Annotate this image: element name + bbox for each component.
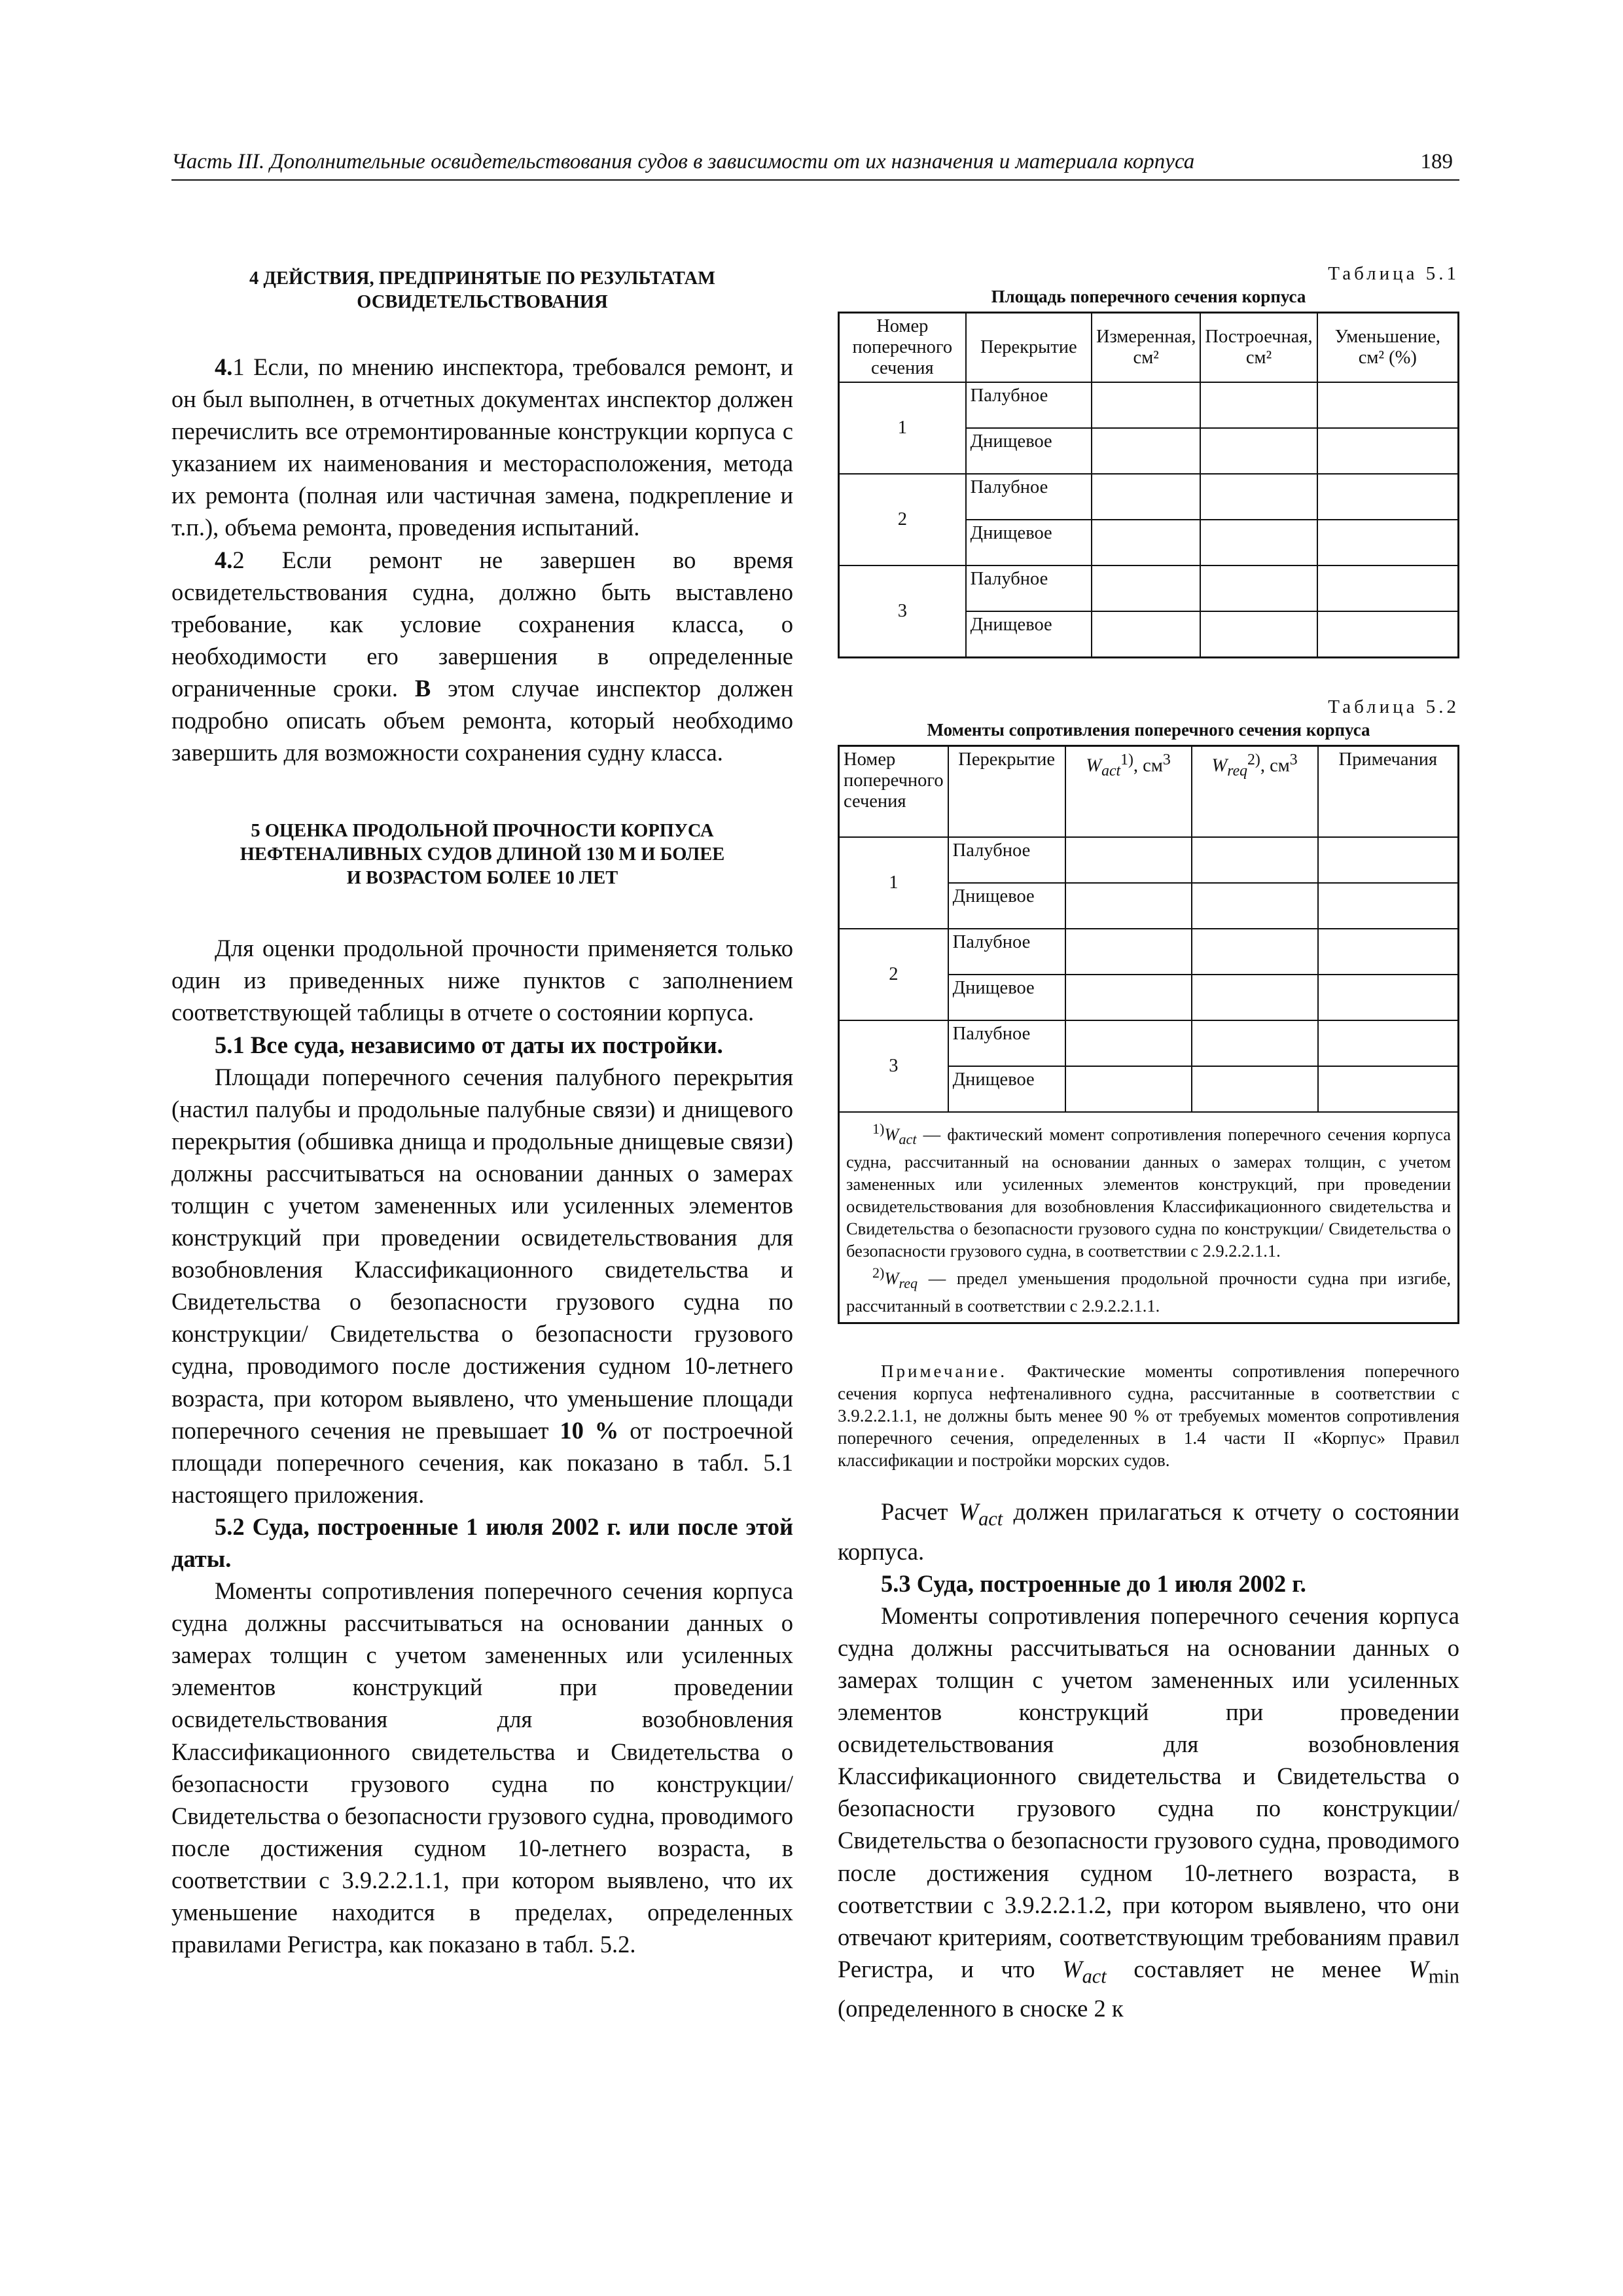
page-header	[171, 145, 1459, 181]
wreq-header: $W_{req}^{2)}$, $см^3$	[1192, 745, 1318, 837]
footnote-1: $^{1)}W_{act}$ — фактический момент сопротивления поперечного сечения корпуса судна, рассчитанный на основании данных о замерах толщин, с учетом замененных или усиленных элементов конструкций, при проведении освидетельствования для возобновления Классификационного свидетельства и Свидетельства о безопасности грузового судна по конструкции/ Свидетельства о безопасности грузового судна, в соответствии с 2.9.2.2.1.1.	[846, 1121, 1452, 1261]
section5-intro: Для оценки продольной прочности применяется только один из приведенных ниже пунктов с заполнением соответствующей таблицы в отчете о состоянии корпуса.	[171, 935, 793, 1026]
table-header-row: Номер поперечного сечения Перекрытие $W_{act}^{1)}$, $см^3$ $W_{req}^{2)}$, $см^3$ Примечания	[839, 745, 1459, 837]
table-footnotes-row	[839, 1112, 1459, 1323]
paragraph-5-1: Площади поперечного сечения палубного перекрытия (настил палубы и продольные палубные связи) и днищевого перекрытия (обшивка днища и продольные днищевые связи) должны рассчитываться на основании данных о замерах толщин с учетом замененных или усиленных элементов конструкций при проведении освидетельствования для возобновления Классификационного свидетельства и Свидетельства о безопасности грузового судна по конструкции/ Свидетельства о безопасности грузового судна, проводимого после достижения судном 10-летнего возраста, при котором выявлено, что уменьшение площади поперечного сечения не превышает 10 % от построечной площади поперечного сечения, как показано в табл. 5.1 настоящего приложения.	[171, 1063, 794, 1508]
table-row: Днищевое	[839, 975, 1459, 1020]
paragraph-5-1-title: 5.1 Все суда, независимо от даты их постройки.	[215, 1031, 723, 1058]
table-row: 3 Палубное	[839, 1020, 1459, 1066]
table-row: 3 Палубное	[839, 565, 1459, 611]
paragraph-4-2: 4.2 Если ремонт не завершен во время освидетельствования судна, должно быть выставлено требование, как условие сохранения класса, о необходимости его завершения в определенные ограниченные сроки. В этом случае инспектор должен подробно описать объем ремонта, который необходимо завершить для возможности сохранения судну класса.	[171, 546, 794, 766]
footnote-2: $^{2)}W_{req}$ — предел уменьшения продольной прочности судна при изгибе, рассчитанный в соответствии с 2.9.2.2.1.1.	[846, 1265, 1451, 1316]
running-title: Часть III. Дополнительные освидетельствования судов в зависимости от их назначения и материала корпуса	[171, 150, 1195, 173]
table-row: 1 Палубное	[839, 837, 1459, 883]
table-5-2	[838, 745, 1459, 1325]
table51-title: Площадь поперечного сечения корпуса	[991, 287, 1306, 306]
table52-caption: Таблица 5.2	[1328, 696, 1459, 717]
right-column	[838, 262, 1459, 2024]
paragraph-5-2: Моменты сопротивления поперечного сечения корпуса судна должны рассчитываться на основании данных о замерах толщин с учетом замененных или усиленных элементов конструкций при проведении освидетельствования для возобновления Классификационного свидетельства и Свидетельства о безопасности грузового судна по конструкции/Свидетельства о безопасности грузового судна, проводимого после достижения судном 10-летнего возраста, в соответствии с 3.9.2.2.1.1, при котором выявлено, что их уменьшение находится в пределах, определенных правилами Регистра, как показано в табл. 5.2.	[171, 1577, 793, 1958]
wact-header: $W_{act}^{1)}$, $см^3$	[1065, 745, 1192, 837]
table-row: 2 Палубное	[839, 474, 1459, 520]
table-row: Днищевое	[839, 520, 1459, 565]
section5-heading: 5 ОЦЕНКА ПРОДОЛЬНОЙ ПРОЧНОСТИ КОРПУСА НЕФТЕНАЛИВНЫХ СУДОВ ДЛИНОЙ 130 М И БОЛЕЕ И ВОЗРАСТОМ БОЛЕЕ 10 ЛЕТ	[240, 821, 725, 889]
table51-caption: Таблица 5.1	[1328, 263, 1459, 284]
table-row: Днищевое	[839, 883, 1459, 929]
table52-title: Моменты сопротивления поперечного сечения корпуса	[927, 719, 1370, 740]
paragraph-4-1: 4.1 Если, по мнению инспектора, требовался ремонт, и он был выполнен, в отчетных документах инспектор должен перечислить все отремонтированные конструкции корпуса с указанием их наименования и месторасположения, метода их ремонта (полная или частичная замена, подкрепление и т.п.), объема ремонта, проведения испытаний.	[171, 353, 793, 541]
table-5-1	[838, 312, 1459, 658]
table-note: Примечание. Фактические моменты сопротивления поперечного сечения корпуса нефтеналивного судна, рассчитанные в соответствии с 3.9.2.2.1.1, не должны быть менее 90 % от требуемых моментов сопротивления поперечного сечения, определенных в 1.4 части II «Корпус» Правил классификации и постройки морских судов.	[838, 1361, 1460, 1471]
left-column	[171, 262, 793, 1960]
table-row: 2 Палубное	[839, 929, 1459, 975]
table-row: Днищевое	[839, 611, 1459, 657]
table-row: Днищевое	[839, 428, 1459, 474]
table-row: Днищевое	[839, 1066, 1459, 1112]
paragraph-5-3: Моменты сопротивления поперечного сечения корпуса судна должны рассчитываться на основании данных о замерах толщин с учетом замененных или усиленных элементов конструкций при проведении освидетельствования для возобновления Классификационного свидетельства и Свидетельства о безопасности грузового судна по конструкции/ Свидетельства о безопасности грузового судна, проводимого после достижения судном 10-летнего возраста, в соответствии с 3.9.2.2.1.2, при котором выявлено, что они отвечают критериям, соответствующим требованиям правил Регистра, и что $W_{act}$ составляет не менее $W_{min}$ (определенного в сноске 2 к	[838, 1602, 1459, 2022]
calc-paragraph: Расчет $W_{act}$ должен прилагаться к отчету о состоянии корпуса.	[838, 1498, 1459, 1565]
paragraph-5-3-title: 5.3 Суда, построенные до 1 июля 2002 г.	[881, 1570, 1306, 1597]
paragraph-5-2-title: 5.2 Суда, построенные 1 июля 2002 г. или после этой даты.	[171, 1513, 793, 1572]
page-number: 189	[1420, 150, 1453, 173]
table-row: 1 Палубное	[839, 382, 1459, 428]
section4-heading: 4 ДЕЙСТВИЯ, ПРЕДПРИНЯТЫЕ ПО РЕЗУЛЬТАТАМ ОСВИДЕТЕЛЬСТВОВАНИЯ	[249, 268, 715, 312]
table-header-row: Номер поперечного сечения Перекрытие Измеренная, см² Построечная, см² Уменьшение, см² (%)	[839, 313, 1459, 383]
